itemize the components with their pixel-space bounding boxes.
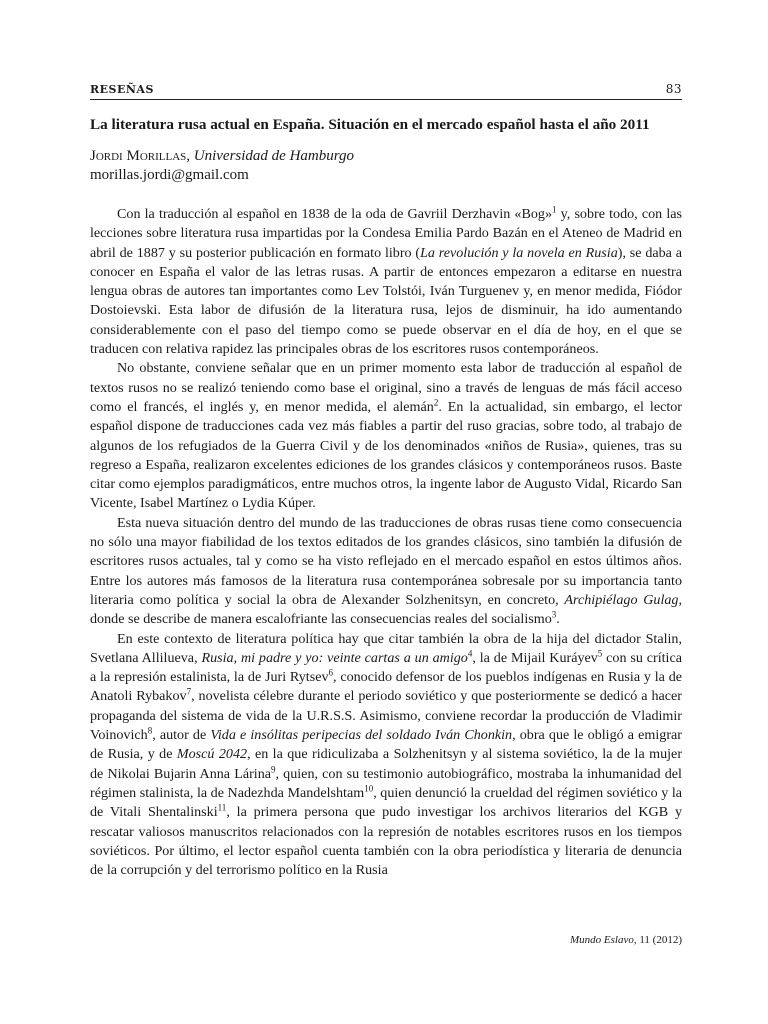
- text-run: , la primera persona que pudo investigar los archivos literarios del KGB y rescatar valiosos manuscritos relacionados con la represión de notables escritores rusos en los tiempos soviéticos. Por último, el lector español cuenta también con la obra periodística y literaria de denuncia de la corrupción y del terrorismo político en la Rusia: [90, 804, 682, 879]
- footnote-marker: 1: [552, 204, 557, 215]
- footnote-marker: 5: [597, 648, 603, 659]
- text-run: , novelista célebre durante el periodo soviético y que posteriormente se dedicó a hacer propaganda del sistema de vida de la U.R.S.S. Asimismo, conviene recordar la producción de Vladimir Voinovich: [90, 688, 682, 744]
- footnote-marker: 7: [186, 686, 192, 697]
- footer-issue: , 11 (2012): [633, 934, 682, 946]
- text-run: , la de Mijail Kuráyev: [472, 649, 598, 666]
- text-run: Esta nueva situación dentro del mundo de las traducciones de obras rusas tiene como consecuencia no sólo una mayor fiabilidad de los textos editados de los grandes clásicos, sino también la difusión de escritores rusos actuales, tal y como se ha visto reflejado en el mercado español en estos últimos años. Entre los autores más famosos de la literatura rusa contemporánea sobresale por su importancia tanto literaria como política y social la obra de Alexander Solzhenitsyn, en concreto,: [90, 514, 682, 608]
- author-line: [90, 147, 682, 166]
- byline: [90, 147, 682, 185]
- text-run: , donde se describe de manera escalofriante las consecuencias reales del socialismo: [90, 591, 682, 628]
- footnote-marker: 11: [217, 802, 227, 813]
- section-label: RESEÑAS: [90, 83, 154, 96]
- italic-title: Vida e insólitas peripecias del soldado Iván Chonkin: [210, 727, 513, 744]
- footnote-marker: 6: [328, 667, 334, 678]
- italic-title: Rusia, mi padre y yo: veinte cartas a un amigo: [201, 649, 468, 666]
- footnote-marker: 2: [433, 397, 439, 408]
- footnote-marker: 9: [271, 763, 276, 774]
- body-paragraph: [90, 630, 682, 881]
- body-paragraph: [90, 359, 682, 513]
- page-number: 83: [665, 82, 682, 96]
- article-body: [90, 205, 682, 880]
- author-separator: ,: [186, 148, 194, 164]
- footnote-marker: 8: [147, 725, 153, 736]
- page: [90, 82, 682, 880]
- text-run: , en la que ridiculizaba a Solzhenitsyn y al sistema soviético, la de la mujer de Nikolai Bujarin Anna Lárina: [90, 746, 683, 782]
- footnote-marker: 10: [364, 783, 374, 794]
- text-run: , conocido defensor de los pueblos indígenas en Rusia y la de Anatoli Rybakov: [90, 669, 682, 705]
- page-footer: [570, 934, 682, 946]
- footnote-marker: 4: [467, 648, 473, 659]
- author-email: morillas.jordi@gmail.com: [90, 167, 249, 183]
- text-run: .: [556, 611, 560, 628]
- text-run: , quien, con su testimonio autobiográfico, mostraba la inhumanidad del régimen stalinista, la de Nadezhda Mandelshtam: [90, 765, 682, 801]
- text-run: Con la traducción al español en 1838 de la oda de Gavriil Derzhavin «Bog»: [117, 206, 553, 222]
- article-title: La literatura rusa actual en España. Situación en el mercado español hasta el año 2011: [90, 116, 650, 133]
- text-run: y, sobre todo, con las lecciones sobre literatura rusa impartidas por la Condesa Emilia Pardo Bazán en el Ateneo de Madrid en abril de 1887 y su posterior publicación en formato libro (: [90, 206, 682, 261]
- text-run: , autor de: [152, 727, 211, 744]
- body-paragraph: [90, 205, 682, 359]
- text-run: ), se daba a conocer en España el valor de las letras rusas. A partir de entonces empezaron a editarse en nuestra lengua obras de autores tan importantes como Lev Tolstói, Iván Turguenev y, en menor medida, Fiódor Dostoievski. Esta labor de difusión de la literatura rusa, lejos de disminuir, ha ido aumentando considerablemente con el paso del tiempo como se puede observar en el día de hoy, en el que se traducen con relativa rapidez las principales obras de los escritores rusos contemporáneos.: [90, 244, 682, 358]
- italic-title: Moscú 2042: [176, 746, 248, 763]
- text-run: , obra que le obligó a emigrar de Rusia, y de: [90, 727, 682, 763]
- author-affiliation: Universidad de Hamburgo: [193, 148, 355, 164]
- author-name: Jordi Morillas: [90, 148, 187, 164]
- italic-title: La revolución y la novela en Rusia: [420, 244, 618, 261]
- text-run: , quien denunció la crueldad del régimen soviético y la de Vitali Shentalinski: [90, 784, 682, 821]
- footer-journal: Mundo Eslavo: [569, 934, 634, 946]
- text-run: En este contexto de literatura política hay que citar también la obra de la hija del dictador Stalin, Svetlana Allilueva,: [90, 630, 682, 666]
- italic-title: Archipiélago Gulag: [564, 591, 679, 608]
- running-head: [90, 82, 682, 100]
- text-run: con su crítica a la represión estalinista, la de Juri Rytsev: [90, 649, 682, 686]
- footnote-marker: 3: [551, 609, 557, 620]
- text-run: . En la actualidad, sin embargo, el lector español dispone de traducciones cada vez más fiables a partir del ruso gracias, sobre todo, al trabajo de algunos de los refugiados de la Guerra Civil y de los denominados «niños de Rusia», quienes, tras su regreso a España, realizaron excelentes ediciones de los grandes clásicos y contemporáneos rusos. Baste citar como ejemplos paradigmáticos, entre muchos otros, la ingente labor de Augusto Vidal, Ricardo San Vicente, Isabel Martínez o Lydia Kúper.: [90, 398, 682, 512]
- text-run: No obstante, conviene señalar que en un primer momento esta labor de traducción al español de textos rusos no se realizó teniendo como base el original, sino a través de lenguas de más fácil acceso como el francés, el inglés y, en menor medida, el alemán: [90, 360, 682, 415]
- body-paragraph: [90, 514, 682, 630]
